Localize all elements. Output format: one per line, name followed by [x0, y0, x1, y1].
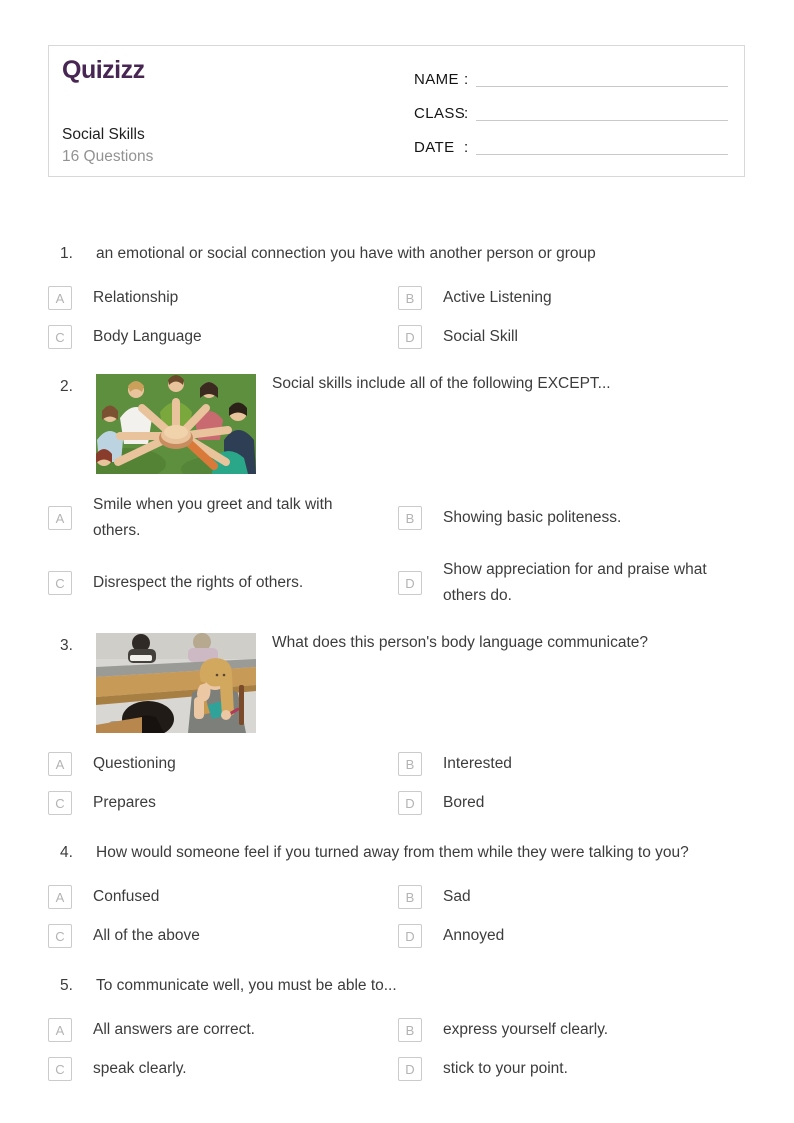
- question-3-option-b: [398, 751, 746, 777]
- question-3-number: 3.: [60, 637, 73, 654]
- question-3-image-bored-student: [96, 633, 256, 733]
- option-a-text: Confused: [93, 888, 160, 905]
- option-a-text: Questioning: [93, 755, 176, 772]
- question-4-option-d: [398, 923, 746, 949]
- option-c-checkbox[interactable]: C: [48, 924, 72, 948]
- question-1-option-d: [398, 324, 746, 350]
- option-c-checkbox[interactable]: C: [48, 571, 72, 595]
- question-5-option-b: [398, 1017, 746, 1043]
- option-d-checkbox[interactable]: D: [398, 325, 422, 349]
- option-d-text: Bored: [443, 794, 485, 811]
- class-label: CLASS: [414, 105, 466, 122]
- question-5-text: To communicate well, you must be able to...: [96, 977, 397, 994]
- header-fields: [414, 46, 744, 176]
- question-1-option-b: [398, 285, 746, 311]
- option-a-checkbox[interactable]: A: [48, 506, 72, 530]
- question-2-number: 2.: [60, 378, 73, 395]
- date-colon: :: [464, 139, 469, 156]
- question-1-number: 1.: [60, 245, 73, 262]
- class-field-row: [414, 103, 728, 124]
- option-d-text: Annoyed: [443, 927, 505, 944]
- question-2-option-c: [48, 557, 398, 609]
- question-1: [48, 241, 746, 350]
- class-colon: :: [464, 105, 469, 122]
- question-2-image-hands-stack: [96, 374, 256, 474]
- question-count: 16 Questions: [62, 148, 154, 165]
- option-c-checkbox[interactable]: C: [48, 1057, 72, 1081]
- option-d-text: Show appreciation for and praise what others do.: [443, 561, 707, 604]
- question-5-option-c: [48, 1056, 398, 1082]
- option-b-checkbox[interactable]: B: [398, 286, 422, 310]
- option-c-checkbox[interactable]: C: [48, 325, 72, 349]
- question-3-option-a: [48, 751, 398, 777]
- questions-list: [48, 241, 746, 1082]
- option-a-text: All answers are correct.: [93, 1021, 255, 1038]
- question-4-option-c: [48, 923, 398, 949]
- question-1-option-a: [48, 285, 398, 311]
- option-b-checkbox[interactable]: B: [398, 1018, 422, 1042]
- option-c-text: Disrespect the rights of others.: [93, 574, 304, 591]
- question-4-text: How would someone feel if you turned away from them while they were talking to you?: [96, 844, 689, 861]
- option-a-text: Smile when you greet and talk with others.: [93, 496, 333, 539]
- option-a-checkbox[interactable]: A: [48, 286, 72, 310]
- option-c-text: All of the above: [93, 927, 200, 944]
- option-c-text: Body Language: [93, 328, 202, 345]
- question-2-option-a: [48, 492, 398, 544]
- option-b-text: Interested: [443, 755, 512, 772]
- option-b-checkbox[interactable]: B: [398, 885, 422, 909]
- name-field-row: [414, 69, 728, 90]
- option-b-checkbox[interactable]: B: [398, 752, 422, 776]
- question-2-text: Social skills include all of the following EXCEPT...: [272, 375, 611, 392]
- date-input-line[interactable]: [476, 141, 728, 155]
- quiz-title: Social Skills: [62, 126, 145, 143]
- option-b-text: Showing basic politeness.: [443, 509, 622, 526]
- option-d-text: stick to your point.: [443, 1060, 568, 1077]
- option-d-checkbox[interactable]: D: [398, 791, 422, 815]
- header-left: [49, 46, 414, 176]
- option-b-text: express yourself clearly.: [443, 1021, 609, 1038]
- option-a-checkbox[interactable]: A: [48, 752, 72, 776]
- name-label: NAME: [414, 71, 459, 88]
- option-b-text: Sad: [443, 888, 471, 905]
- class-input-line[interactable]: [476, 107, 728, 121]
- option-d-checkbox[interactable]: D: [398, 571, 422, 595]
- quiz-meta: [62, 126, 404, 166]
- question-4: [48, 840, 746, 949]
- option-a-text: Relationship: [93, 289, 179, 306]
- question-2: [48, 374, 746, 609]
- option-a-checkbox[interactable]: A: [48, 1018, 72, 1042]
- question-4-option-a: [48, 884, 398, 910]
- question-5-option-d: [398, 1056, 746, 1082]
- question-3-option-c: [48, 790, 398, 816]
- option-a-checkbox[interactable]: A: [48, 885, 72, 909]
- question-3: [48, 633, 746, 816]
- date-field-row: [414, 137, 728, 158]
- question-3-text: What does this person's body language communicate?: [272, 634, 649, 651]
- question-3-option-d: [398, 790, 746, 816]
- name-colon: :: [464, 71, 469, 88]
- name-input-line[interactable]: [476, 73, 728, 87]
- worksheet-header: [48, 45, 745, 177]
- question-4-number: 4.: [60, 844, 73, 861]
- option-c-text: Prepares: [93, 794, 156, 811]
- option-d-checkbox[interactable]: D: [398, 1057, 422, 1081]
- option-c-text: speak clearly.: [93, 1060, 187, 1077]
- question-5-option-a: [48, 1017, 398, 1043]
- option-d-text: Social Skill: [443, 328, 518, 345]
- question-2-option-d: [398, 557, 746, 609]
- question-5: [48, 973, 746, 1082]
- option-c-checkbox[interactable]: C: [48, 791, 72, 815]
- question-4-option-b: [398, 884, 746, 910]
- date-label: DATE: [414, 139, 455, 156]
- question-2-option-b: [398, 492, 746, 544]
- question-5-number: 5.: [60, 977, 73, 994]
- quizizz-logo: Quizizz: [62, 56, 145, 84]
- option-b-text: Active Listening: [443, 289, 552, 306]
- question-1-option-c: [48, 324, 398, 350]
- option-b-checkbox[interactable]: B: [398, 506, 422, 530]
- question-1-text: an emotional or social connection you have with another person or group: [96, 245, 596, 262]
- option-d-checkbox[interactable]: D: [398, 924, 422, 948]
